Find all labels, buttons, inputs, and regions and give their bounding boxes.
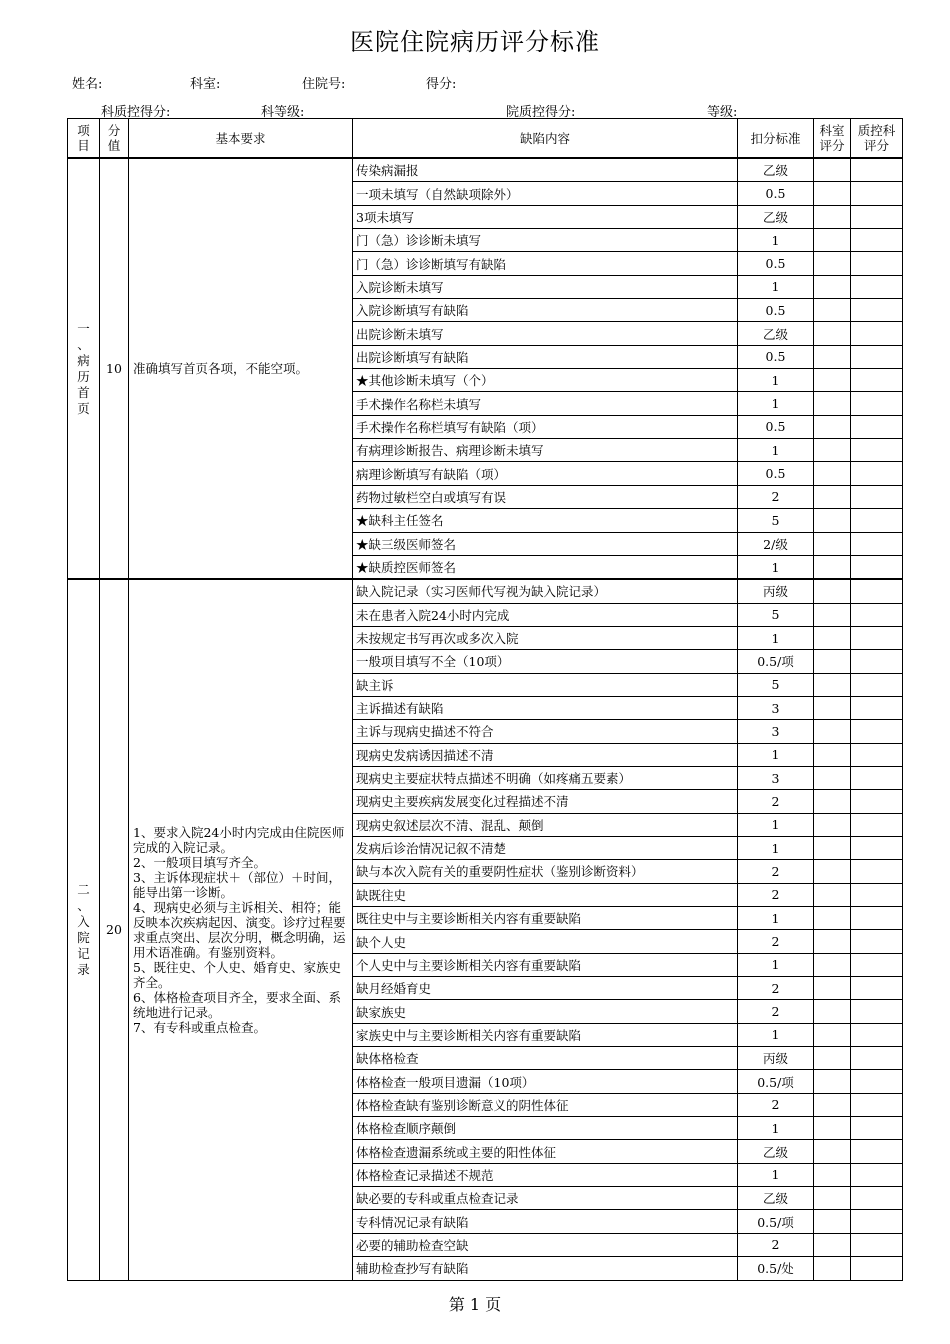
- dept-score-cell[interactable]: [814, 158, 851, 182]
- dept-score-cell[interactable]: [814, 1163, 851, 1186]
- defect-cell: 有病理诊断报告、病理诊断未填写: [353, 439, 738, 462]
- dept-score-cell[interactable]: [814, 766, 851, 789]
- qc-score-cell[interactable]: [851, 322, 903, 345]
- defect-cell: 病理诊断填写有缺陷（项）: [353, 462, 738, 485]
- dept-score-cell[interactable]: [814, 883, 851, 906]
- deduction-cell: 1: [738, 813, 814, 836]
- deduction-cell: 丙级: [738, 1047, 814, 1070]
- dept-score-cell[interactable]: [814, 1233, 851, 1256]
- defect-cell: 体格检查遗漏系统或主要的阳性体征: [353, 1140, 738, 1163]
- qc-score-cell[interactable]: [851, 205, 903, 228]
- deduction-cell: 乙级: [738, 1140, 814, 1163]
- qc-score-cell[interactable]: [851, 275, 903, 298]
- qc-score-cell[interactable]: [851, 836, 903, 859]
- qc-score-cell[interactable]: [851, 1140, 903, 1163]
- qc-score-cell[interactable]: [851, 626, 903, 649]
- dept-score-cell[interactable]: [814, 1047, 851, 1070]
- qc-score-cell[interactable]: [851, 766, 903, 789]
- qc-score-cell[interactable]: [851, 252, 903, 275]
- defect-cell: 出院诊断填写有缺陷: [353, 345, 738, 368]
- defect-cell: 手术操作名称栏填写有缺陷（项）: [353, 415, 738, 438]
- defect-cell: ★缺质控医师签名: [353, 555, 738, 579]
- dept-score-cell[interactable]: [814, 579, 851, 603]
- dept-grade-label: 科等级:: [261, 105, 305, 120]
- scoring-table: [67, 118, 903, 1281]
- deduction-cell: 乙级: [738, 322, 814, 345]
- qc-score-cell[interactable]: [851, 907, 903, 930]
- deduction-cell: 0.5: [738, 415, 814, 438]
- defect-cell: 缺个人史: [353, 930, 738, 953]
- header-value: 分 值: [100, 119, 129, 159]
- qc-score-cell[interactable]: [851, 439, 903, 462]
- deduction-cell: 1: [738, 555, 814, 579]
- defect-cell: ★缺科主任签名: [353, 509, 738, 532]
- qc-score-cell[interactable]: [851, 1187, 903, 1210]
- deduction-cell: 3: [738, 766, 814, 789]
- deduction-cell: 1: [738, 229, 814, 252]
- deduction-cell: 5: [738, 509, 814, 532]
- dept-score-cell[interactable]: [814, 720, 851, 743]
- defect-cell: 体格检查记录描述不规范: [353, 1163, 738, 1186]
- qc-score-cell[interactable]: [851, 579, 903, 603]
- dept-score-cell[interactable]: [814, 1023, 851, 1046]
- qc-score-cell[interactable]: [851, 883, 903, 906]
- qc-score-cell[interactable]: [851, 532, 903, 555]
- defect-cell: 一般项目填写不全（10项）: [353, 650, 738, 673]
- defect-cell: 缺既往史: [353, 883, 738, 906]
- deduction-cell: 1: [738, 369, 814, 392]
- score-label: 得分:: [426, 77, 457, 92]
- qc-score-cell[interactable]: [851, 1093, 903, 1116]
- header-deduction: 扣分标准: [738, 119, 814, 159]
- defect-cell: 缺与本次入院有关的重要阴性症状（鉴别诊断资料）: [353, 860, 738, 883]
- qc-score-cell[interactable]: [851, 953, 903, 976]
- dept-score-cell[interactable]: [814, 1140, 851, 1163]
- defect-cell: 体格检查顺序颠倒: [353, 1117, 738, 1140]
- qc-score-cell[interactable]: [851, 392, 903, 415]
- deduction-cell: 1: [738, 1023, 814, 1046]
- deduction-cell: 2: [738, 1093, 814, 1116]
- qc-score-cell[interactable]: [851, 182, 903, 205]
- grade-label: 等级:: [707, 105, 738, 120]
- qc-score-cell[interactable]: [851, 673, 903, 696]
- dept-score-cell[interactable]: [814, 1210, 851, 1233]
- section-value-cell: 20: [100, 579, 129, 1280]
- dept-score-cell[interactable]: [814, 462, 851, 485]
- section-item-cell: 二 、 入 院 记 录: [68, 579, 100, 1280]
- page-title: 医院住院病历评分标准: [350, 28, 600, 56]
- deduction-cell: 丙级: [738, 579, 814, 603]
- deduction-cell: 乙级: [738, 158, 814, 182]
- dept-score-cell[interactable]: [814, 369, 851, 392]
- defect-cell: 家族史中与主要诊断相关内容有重要缺陷: [353, 1023, 738, 1046]
- dept-score-cell[interactable]: [814, 953, 851, 976]
- dept-score-cell[interactable]: [814, 182, 851, 205]
- defect-cell: 主诉描述有缺陷: [353, 696, 738, 719]
- deduction-cell: 0.5: [738, 462, 814, 485]
- hospital-qc-score-label: 院质控得分:: [506, 105, 576, 120]
- defect-cell: 缺体格检查: [353, 1047, 738, 1070]
- header-dept-score: 科室 评分: [814, 119, 851, 159]
- defect-cell: 门（急）诊诊断填写有缺陷: [353, 252, 738, 275]
- dept-score-cell[interactable]: [814, 509, 851, 532]
- qc-score-cell[interactable]: [851, 485, 903, 508]
- dept-score-cell[interactable]: [814, 977, 851, 1000]
- deduction-cell: 0.5/项: [738, 1210, 814, 1233]
- dept-score-cell[interactable]: [814, 252, 851, 275]
- deduction-cell: 0.5/项: [738, 650, 814, 673]
- defect-cell: 药物过敏栏空白或填写有误: [353, 485, 738, 508]
- qc-score-cell[interactable]: [851, 1210, 903, 1233]
- defect-cell: 缺主诉: [353, 673, 738, 696]
- deduction-cell: 2: [738, 930, 814, 953]
- qc-score-cell[interactable]: [851, 158, 903, 182]
- deduction-cell: 0.5/项: [738, 1070, 814, 1093]
- deduction-cell: 1: [738, 626, 814, 649]
- dept-label: 科室:: [190, 77, 221, 92]
- defect-cell: ★缺三级医师签名: [353, 532, 738, 555]
- deduction-cell: 1: [738, 439, 814, 462]
- dept-score-cell[interactable]: [814, 907, 851, 930]
- defect-cell: 个人史中与主要诊断相关内容有重要缺陷: [353, 953, 738, 976]
- defect-cell: 专科情况记录有缺陷: [353, 1210, 738, 1233]
- deduction-cell: 乙级: [738, 1187, 814, 1210]
- defect-cell: 入院诊断填写有缺陷: [353, 299, 738, 322]
- dept-score-cell[interactable]: [814, 650, 851, 673]
- qc-score-cell[interactable]: [851, 650, 903, 673]
- defect-cell: 传染病漏报: [353, 158, 738, 182]
- dept-score-cell[interactable]: [814, 1070, 851, 1093]
- qc-score-cell[interactable]: [851, 299, 903, 322]
- defect-cell: 未按规定书写再次或多次入院: [353, 626, 738, 649]
- qc-score-cell[interactable]: [851, 860, 903, 883]
- dept-score-cell[interactable]: [814, 813, 851, 836]
- deduction-cell: 2: [738, 1233, 814, 1256]
- defect-cell: 门（急）诊诊断未填写: [353, 229, 738, 252]
- header-qc-score: 质控科 评分: [851, 119, 903, 159]
- defect-cell: 缺月经婚育史: [353, 977, 738, 1000]
- qc-score-cell[interactable]: [851, 1023, 903, 1046]
- deduction-cell: 0.5: [738, 252, 814, 275]
- deduction-cell: 5: [738, 603, 814, 626]
- dept-score-cell[interactable]: [814, 345, 851, 368]
- dept-score-cell[interactable]: [814, 1187, 851, 1210]
- qc-score-cell[interactable]: [851, 930, 903, 953]
- defect-cell: 缺必要的专科或重点检查记录: [353, 1187, 738, 1210]
- qc-score-cell[interactable]: [851, 977, 903, 1000]
- dept-score-cell[interactable]: [814, 790, 851, 813]
- qc-score-cell[interactable]: [851, 743, 903, 766]
- qc-score-cell[interactable]: [851, 1233, 903, 1256]
- dept-score-cell[interactable]: [814, 485, 851, 508]
- defect-cell: 现病史主要症状特点描述不明确（如疼痛五要素）: [353, 766, 738, 789]
- section-requirement-cell: 1、要求入院24小时内完成由住院医师完成的入院记录。 2、一般项目填写齐全。 3、主诉体现症状＋（部位）＋时间，能导出第一诊断。 4、现病史必须与主诉相关、相符；能反映本次疾病起因、演变。诊疗过程要求重点突出、层次分明，概念明确，运用术语准确。有鉴别资料。 5、既往史、个人史、婚育史、家族史齐全。 6、体格检查项目齐全，要求全面、系统地进行记录。 7、有专科或重点检查。: [129, 579, 353, 1280]
- qc-score-cell[interactable]: [851, 1163, 903, 1186]
- defect-cell: 体格检查缺有鉴别诊断意义的阴性体征: [353, 1093, 738, 1116]
- qc-score-cell[interactable]: [851, 415, 903, 438]
- deduction-cell: 0.5/处: [738, 1257, 814, 1280]
- defect-cell: 辅助检查抄写有缺陷: [353, 1257, 738, 1280]
- dept-score-cell[interactable]: [814, 392, 851, 415]
- header-item: 项 目: [68, 119, 100, 159]
- deduction-cell: 2: [738, 883, 814, 906]
- deduction-cell: 1: [738, 275, 814, 298]
- dept-score-cell[interactable]: [814, 836, 851, 859]
- section-item-cell: 一 、 病 历 首 页: [68, 158, 100, 579]
- dept-score-cell[interactable]: [814, 555, 851, 579]
- page-footer: 第 1 页: [448, 1295, 502, 1314]
- deduction-cell: 2: [738, 485, 814, 508]
- defect-cell: 现病史叙述层次不清、混乱、颠倒: [353, 813, 738, 836]
- qc-score-cell[interactable]: [851, 229, 903, 252]
- qc-score-cell[interactable]: [851, 1070, 903, 1093]
- dept-score-cell[interactable]: [814, 275, 851, 298]
- qc-score-cell[interactable]: [851, 369, 903, 392]
- deduction-cell: 2: [738, 977, 814, 1000]
- dept-score-cell[interactable]: [814, 322, 851, 345]
- qc-score-cell[interactable]: [851, 1047, 903, 1070]
- deduction-cell: 0.5: [738, 182, 814, 205]
- defect-cell: 现病史主要疾病发展变化过程描述不清: [353, 790, 738, 813]
- dept-score-cell[interactable]: [814, 1117, 851, 1140]
- deduction-cell: 1: [738, 743, 814, 766]
- dept-score-cell[interactable]: [814, 673, 851, 696]
- dept-score-cell[interactable]: [814, 930, 851, 953]
- deduction-cell: 1: [738, 392, 814, 415]
- dept-score-cell[interactable]: [814, 696, 851, 719]
- qc-score-cell[interactable]: [851, 720, 903, 743]
- deduction-cell: 1: [738, 907, 814, 930]
- qc-score-cell[interactable]: [851, 1000, 903, 1023]
- deduction-cell: 5: [738, 673, 814, 696]
- admission-no-label: 住院号:: [302, 77, 346, 92]
- dept-score-cell[interactable]: [814, 743, 851, 766]
- defect-cell: 缺入院记录（实习医师代写视为缺入院记录）: [353, 579, 738, 603]
- table-row: [68, 579, 903, 603]
- deduction-cell: 3: [738, 696, 814, 719]
- qc-score-cell[interactable]: [851, 790, 903, 813]
- qc-score-cell[interactable]: [851, 813, 903, 836]
- defect-cell: 手术操作名称栏未填写: [353, 392, 738, 415]
- qc-score-cell[interactable]: [851, 345, 903, 368]
- deduction-cell: 2/级: [738, 532, 814, 555]
- name-label: 姓名:: [72, 77, 103, 92]
- section-requirement-cell: 准确填写首页各项，不能空项。: [129, 158, 353, 579]
- defect-cell: 入院诊断未填写: [353, 275, 738, 298]
- qc-score-cell[interactable]: [851, 1117, 903, 1140]
- qc-score-cell[interactable]: [851, 555, 903, 579]
- defect-cell: 现病史发病诱因描述不清: [353, 743, 738, 766]
- deduction-cell: 1: [738, 1117, 814, 1140]
- qc-score-cell[interactable]: [851, 509, 903, 532]
- qc-score-cell[interactable]: [851, 462, 903, 485]
- header-requirement: 基本要求: [129, 119, 353, 159]
- table-row: [68, 158, 903, 182]
- table-header-row: [68, 119, 903, 159]
- defect-cell: 发病后诊治情况记叙不清楚: [353, 836, 738, 859]
- deduction-cell: 1: [738, 953, 814, 976]
- defect-cell: 既往史中与主要诊断相关内容有重要缺陷: [353, 907, 738, 930]
- dept-score-cell[interactable]: [814, 439, 851, 462]
- dept-score-cell[interactable]: [814, 415, 851, 438]
- header-defect: 缺陷内容: [353, 119, 738, 159]
- section-value-cell: 10: [100, 158, 129, 579]
- dept-score-cell[interactable]: [814, 532, 851, 555]
- defect-cell: 必要的辅助检查空缺: [353, 1233, 738, 1256]
- dept-score-cell[interactable]: [814, 1000, 851, 1023]
- qc-score-cell[interactable]: [851, 696, 903, 719]
- deduction-cell: 0.5: [738, 345, 814, 368]
- dept-score-cell[interactable]: [814, 626, 851, 649]
- deduction-cell: 2: [738, 1000, 814, 1023]
- dept-score-cell[interactable]: [814, 229, 851, 252]
- deduction-cell: 3: [738, 720, 814, 743]
- dept-score-cell[interactable]: [814, 603, 851, 626]
- defect-cell: 体格检查一般项目遗漏（10项）: [353, 1070, 738, 1093]
- deduction-cell: 2: [738, 790, 814, 813]
- defect-cell: 缺家族史: [353, 1000, 738, 1023]
- defect-cell: 3项未填写: [353, 205, 738, 228]
- deduction-cell: 2: [738, 860, 814, 883]
- dept-score-cell[interactable]: [814, 1257, 851, 1280]
- deduction-cell: 1: [738, 1163, 814, 1186]
- dept-score-cell[interactable]: [814, 1093, 851, 1116]
- qc-score-cell[interactable]: [851, 603, 903, 626]
- defect-cell: 一项未填写（自然缺项除外）: [353, 182, 738, 205]
- defect-cell: 未在患者入院24小时内完成: [353, 603, 738, 626]
- defect-cell: 出院诊断未填写: [353, 322, 738, 345]
- deduction-cell: 1: [738, 836, 814, 859]
- defect-cell: ★其他诊断未填写（个）: [353, 369, 738, 392]
- dept-score-cell[interactable]: [814, 205, 851, 228]
- dept-qc-score-label: 科质控得分:: [101, 105, 171, 120]
- qc-score-cell[interactable]: [851, 1257, 903, 1280]
- deduction-cell: 0.5: [738, 299, 814, 322]
- defect-cell: 主诉与现病史描述不符合: [353, 720, 738, 743]
- dept-score-cell[interactable]: [814, 299, 851, 322]
- deduction-cell: 乙级: [738, 205, 814, 228]
- dept-score-cell[interactable]: [814, 860, 851, 883]
